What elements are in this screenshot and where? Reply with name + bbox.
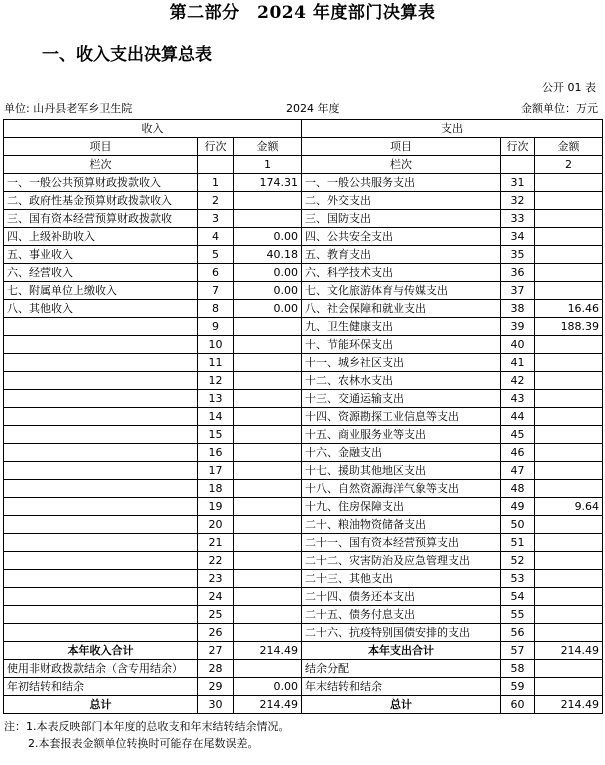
expense-line-cell: 46: [501, 444, 535, 462]
expense-column-label: 栏次: [302, 156, 501, 174]
income-item-cell: [4, 588, 198, 606]
income-item-cell: [4, 462, 198, 480]
income-line-cell: 13: [198, 390, 234, 408]
expense-amount-cell: [535, 624, 603, 642]
income-item-cell: [4, 354, 198, 372]
expense-line-cell: 50: [501, 516, 535, 534]
income-amount-cell: 0.00: [234, 678, 302, 696]
expense-amount-cell: [535, 282, 603, 300]
expense-item-cell: 八、社会保障和就业支出: [302, 300, 501, 318]
income-item-cell: [4, 390, 198, 408]
table-row: [4, 408, 603, 426]
expense-item-cell: 三、国防支出: [302, 210, 501, 228]
income-line-cell: 27: [198, 642, 234, 660]
income-line-cell: 6: [198, 264, 234, 282]
income-amount-cell: [234, 462, 302, 480]
expense-line-cell: 53: [501, 570, 535, 588]
expense-amount-cell: [535, 390, 603, 408]
expense-line-cell: 55: [501, 606, 535, 624]
income-amount-cell: 214.49: [234, 642, 302, 660]
expense-line-header: 行次: [501, 138, 535, 156]
table-row: [4, 264, 603, 282]
income-amount-cell: [234, 498, 302, 516]
summary-row: [4, 642, 603, 660]
meta-row: [4, 101, 602, 117]
expense-item-cell: 十四、资源勘探工业信息等支出: [302, 408, 501, 426]
expense-column-number: 2: [535, 156, 603, 174]
income-item-cell: [4, 318, 198, 336]
table-row: [4, 246, 603, 264]
expense-amount-cell: [535, 408, 603, 426]
expense-line-cell: 49: [501, 498, 535, 516]
expense-item-cell: 二十四、债务还本支出: [302, 588, 501, 606]
income-item-cell: [4, 426, 198, 444]
income-line-cell: 23: [198, 570, 234, 588]
expense-item-cell: 结余分配: [302, 660, 501, 678]
income-line-cell: 29: [198, 678, 234, 696]
expense-item-cell: 二十一、国有资本经营预算支出: [302, 534, 501, 552]
income-item-cell: 本年收入合计: [4, 642, 198, 660]
income-line-cell: 4: [198, 228, 234, 246]
expense-item-cell: 四、公共安全支出: [302, 228, 501, 246]
expense-amount-cell: [535, 336, 603, 354]
expense-item-cell: 二十二、灾害防治及应急管理支出: [302, 552, 501, 570]
income-amount-cell: 40.18: [234, 246, 302, 264]
expense-item-cell: 七、文化旅游体育与传媒支出: [302, 282, 501, 300]
table-row: [4, 606, 603, 624]
income-item-cell: [4, 372, 198, 390]
expense-item-header: 项目: [302, 138, 501, 156]
summary-row: [4, 660, 603, 678]
expense-line-cell: 37: [501, 282, 535, 300]
income-line-cell: 9: [198, 318, 234, 336]
table-row: [4, 552, 603, 570]
expense-amount-cell: [535, 678, 603, 696]
table-row: [4, 228, 603, 246]
expense-amount-cell: [535, 534, 603, 552]
expense-line-cell: 41: [501, 354, 535, 372]
expense-line-cell: 39: [501, 318, 535, 336]
expense-amount-cell: [535, 606, 603, 624]
expense-item-cell: 二十六、抗疫特别国债安排的支出: [302, 624, 501, 642]
income-item-cell: 五、事业收入: [4, 246, 198, 264]
table-row: [4, 588, 603, 606]
expense-amount-cell: 9.64: [535, 498, 603, 516]
income-amount-cell: [234, 570, 302, 588]
income-item-cell: [4, 570, 198, 588]
income-item-cell: [4, 336, 198, 354]
income-amount-cell: [234, 318, 302, 336]
income-item-cell: [4, 606, 198, 624]
income-line-cell: 10: [198, 336, 234, 354]
expense-amount-cell: [535, 570, 603, 588]
expense-line-cell: 54: [501, 588, 535, 606]
income-column-label: 栏次: [4, 156, 198, 174]
income-line-cell: 12: [198, 372, 234, 390]
income-line-cell: 5: [198, 246, 234, 264]
income-line-cell: 1: [198, 174, 234, 192]
table-row: [4, 462, 603, 480]
table-row: [4, 390, 603, 408]
income-amount-cell: 0.00: [234, 264, 302, 282]
income-amount-cell: [234, 192, 302, 210]
expense-line-cell: 34: [501, 228, 535, 246]
income-line-cell: 26: [198, 624, 234, 642]
income-line-cell: 18: [198, 480, 234, 498]
summary-row: [4, 678, 603, 696]
expense-line-cell: 45: [501, 426, 535, 444]
expense-amount-cell: [535, 174, 603, 192]
table-row: [4, 516, 603, 534]
expense-item-cell: 五、教育支出: [302, 246, 501, 264]
expense-line-cell: 35: [501, 246, 535, 264]
income-item-cell: 四、上级补助收入: [4, 228, 198, 246]
expense-line-cell: 38: [501, 300, 535, 318]
income-line-cell: 20: [198, 516, 234, 534]
income-line-cell: 19: [198, 498, 234, 516]
income-amount-header: 金额: [234, 138, 302, 156]
expense-amount-cell: 214.49: [535, 642, 603, 660]
notes: [4, 718, 290, 752]
expense-item-cell: 六、科学技术支出: [302, 264, 501, 282]
table-row: [4, 192, 603, 210]
table-row: [4, 174, 603, 192]
income-item-cell: [4, 444, 198, 462]
table-row: [4, 570, 603, 588]
expense-line-cell: 44: [501, 408, 535, 426]
income-amount-cell: 214.49: [234, 696, 302, 714]
note-1: 注：1.本表反映部门本年度的总收支和年末结转结余情况。: [4, 720, 290, 733]
expense-amount-cell: 188.39: [535, 318, 603, 336]
expense-header: 支出: [302, 120, 603, 138]
year-label: 2024 年度: [286, 102, 340, 115]
expense-amount-cell: [535, 228, 603, 246]
income-amount-cell: [234, 534, 302, 552]
expense-item-cell: 十二、农林水支出: [302, 372, 501, 390]
expense-line-cell: 33: [501, 210, 535, 228]
income-item-header: 项目: [4, 138, 198, 156]
income-item-cell: 三、国有资本经营预算财政拨款收: [4, 210, 198, 228]
income-line-cell: 15: [198, 426, 234, 444]
income-line-cell: 30: [198, 696, 234, 714]
table-header-row: [4, 138, 603, 156]
summary-row: [4, 696, 603, 714]
income-amount-cell: 0.00: [234, 282, 302, 300]
expense-amount-cell: [535, 246, 603, 264]
income-amount-cell: 0.00: [234, 228, 302, 246]
table-row: [4, 282, 603, 300]
table-row: [4, 354, 603, 372]
income-line-cell: 28: [198, 660, 234, 678]
expense-line-cell: 57: [501, 642, 535, 660]
expense-amount-cell: [535, 660, 603, 678]
expense-amount-cell: [535, 444, 603, 462]
income-amount-cell: 174.31: [234, 174, 302, 192]
income-item-cell: 年初结转和结余: [4, 678, 198, 696]
expense-line-cell: 51: [501, 534, 535, 552]
table-row: [4, 624, 603, 642]
expense-amount-cell: [535, 588, 603, 606]
income-amount-cell: [234, 552, 302, 570]
empty-cell: [198, 156, 234, 174]
income-item-cell: [4, 534, 198, 552]
expense-item-cell: 二十、粮油物资储备支出: [302, 516, 501, 534]
income-amount-cell: [234, 444, 302, 462]
expense-line-cell: 36: [501, 264, 535, 282]
note-2: 2.本套报表金额单位转换时可能存在尾数误差。: [28, 737, 259, 750]
expense-item-cell: 十、节能环保支出: [302, 336, 501, 354]
expense-item-cell: 十九、住房保障支出: [302, 498, 501, 516]
expense-line-cell: 40: [501, 336, 535, 354]
table-row: [4, 426, 603, 444]
expense-item-cell: 十三、交通运输支出: [302, 390, 501, 408]
expense-line-cell: 56: [501, 624, 535, 642]
income-amount-cell: [234, 480, 302, 498]
table-row: [4, 318, 603, 336]
income-item-cell: [4, 624, 198, 642]
expense-amount-header: 金额: [535, 138, 603, 156]
income-line-cell: 2: [198, 192, 234, 210]
unit-label: 单位: 山丹县老军乡卫生院: [4, 102, 133, 115]
income-line-cell: 21: [198, 534, 234, 552]
income-line-cell: 24: [198, 588, 234, 606]
expense-line-cell: 42: [501, 372, 535, 390]
income-line-cell: 7: [198, 282, 234, 300]
income-item-cell: 八、其他收入: [4, 300, 198, 318]
expense-amount-cell: [535, 480, 603, 498]
income-expense-table: [3, 119, 603, 714]
expense-line-cell: 59: [501, 678, 535, 696]
section-title: 一、收入支出决算总表: [42, 45, 212, 65]
expense-item-cell: 九、卫生健康支出: [302, 318, 501, 336]
income-line-cell: 22: [198, 552, 234, 570]
income-line-cell: 25: [198, 606, 234, 624]
expense-line-cell: 32: [501, 192, 535, 210]
table-row: [4, 300, 603, 318]
expense-line-cell: 58: [501, 660, 535, 678]
expense-amount-cell: 16.46: [535, 300, 603, 318]
expense-item-cell: 二十三、其他支出: [302, 570, 501, 588]
income-item-cell: 使用非财政拨款结余（含专用结余）: [4, 660, 198, 678]
income-item-cell: [4, 498, 198, 516]
income-line-cell: 14: [198, 408, 234, 426]
table-row: [4, 534, 603, 552]
table-header-row: [4, 120, 603, 138]
expense-amount-cell: [535, 264, 603, 282]
expense-item-cell: 总计: [302, 696, 501, 714]
document-title: 第二部分 2024 年度部门决算表: [169, 3, 436, 23]
income-line-cell: 8: [198, 300, 234, 318]
expense-item-cell: 十八、自然资源海洋气象等支出: [302, 480, 501, 498]
income-line-header: 行次: [198, 138, 234, 156]
income-item-cell: [4, 408, 198, 426]
expense-item-cell: 十七、援助其他地区支出: [302, 462, 501, 480]
table-row: [4, 372, 603, 390]
expense-amount-cell: [535, 426, 603, 444]
income-item-cell: 二、政府性基金预算财政拨款收入: [4, 192, 198, 210]
expense-amount-cell: [535, 210, 603, 228]
income-amount-cell: [234, 408, 302, 426]
income-amount-cell: 0.00: [234, 300, 302, 318]
income-item-cell: 七、附属单位上缴收入: [4, 282, 198, 300]
expense-amount-cell: [535, 192, 603, 210]
income-amount-cell: [234, 516, 302, 534]
income-amount-cell: [234, 210, 302, 228]
expense-item-cell: 十六、金融支出: [302, 444, 501, 462]
income-amount-cell: [234, 624, 302, 642]
expense-item-cell: 二、外交支出: [302, 192, 501, 210]
income-line-cell: 17: [198, 462, 234, 480]
empty-cell: [501, 156, 535, 174]
expense-amount-cell: [535, 354, 603, 372]
income-line-cell: 11: [198, 354, 234, 372]
expense-line-cell: 31: [501, 174, 535, 192]
income-amount-cell: [234, 372, 302, 390]
expense-item-cell: 一、一般公共服务支出: [302, 174, 501, 192]
table-row: [4, 336, 603, 354]
income-item-cell: [4, 480, 198, 498]
expense-item-cell: 十一、城乡社区支出: [302, 354, 501, 372]
income-amount-cell: [234, 606, 302, 624]
income-header: 收入: [4, 120, 302, 138]
expense-line-cell: 48: [501, 480, 535, 498]
expense-item-cell: 年末结转和结余: [302, 678, 501, 696]
income-amount-cell: [234, 336, 302, 354]
table-row: [4, 444, 603, 462]
income-amount-cell: [234, 354, 302, 372]
expense-amount-cell: 214.49: [535, 696, 603, 714]
expense-line-cell: 47: [501, 462, 535, 480]
income-column-number: 1: [234, 156, 302, 174]
expense-amount-cell: [535, 552, 603, 570]
expense-item-cell: 本年支出合计: [302, 642, 501, 660]
income-item-cell: 总计: [4, 696, 198, 714]
form-code: 公开 01 表: [542, 81, 596, 94]
table-row: [4, 210, 603, 228]
income-amount-cell: [234, 426, 302, 444]
expense-line-cell: 43: [501, 390, 535, 408]
income-line-cell: 16: [198, 444, 234, 462]
income-amount-cell: [234, 588, 302, 606]
income-item-cell: [4, 516, 198, 534]
column-number-row: [4, 156, 603, 174]
table-row: [4, 480, 603, 498]
expense-amount-cell: [535, 462, 603, 480]
income-item-cell: 一、一般公共预算财政拨款收入: [4, 174, 198, 192]
expense-item-cell: 二十五、债务付息支出: [302, 606, 501, 624]
table-row: [4, 498, 603, 516]
expense-line-cell: 60: [501, 696, 535, 714]
expense-amount-cell: [535, 372, 603, 390]
income-amount-cell: [234, 390, 302, 408]
money-unit-label: 金额单位：万元: [521, 102, 598, 115]
expense-item-cell: 十五、商业服务业等支出: [302, 426, 501, 444]
expense-line-cell: 52: [501, 552, 535, 570]
income-amount-cell: [234, 660, 302, 678]
income-item-cell: [4, 552, 198, 570]
income-item-cell: 六、经营收入: [4, 264, 198, 282]
income-line-cell: 3: [198, 210, 234, 228]
expense-amount-cell: [535, 516, 603, 534]
